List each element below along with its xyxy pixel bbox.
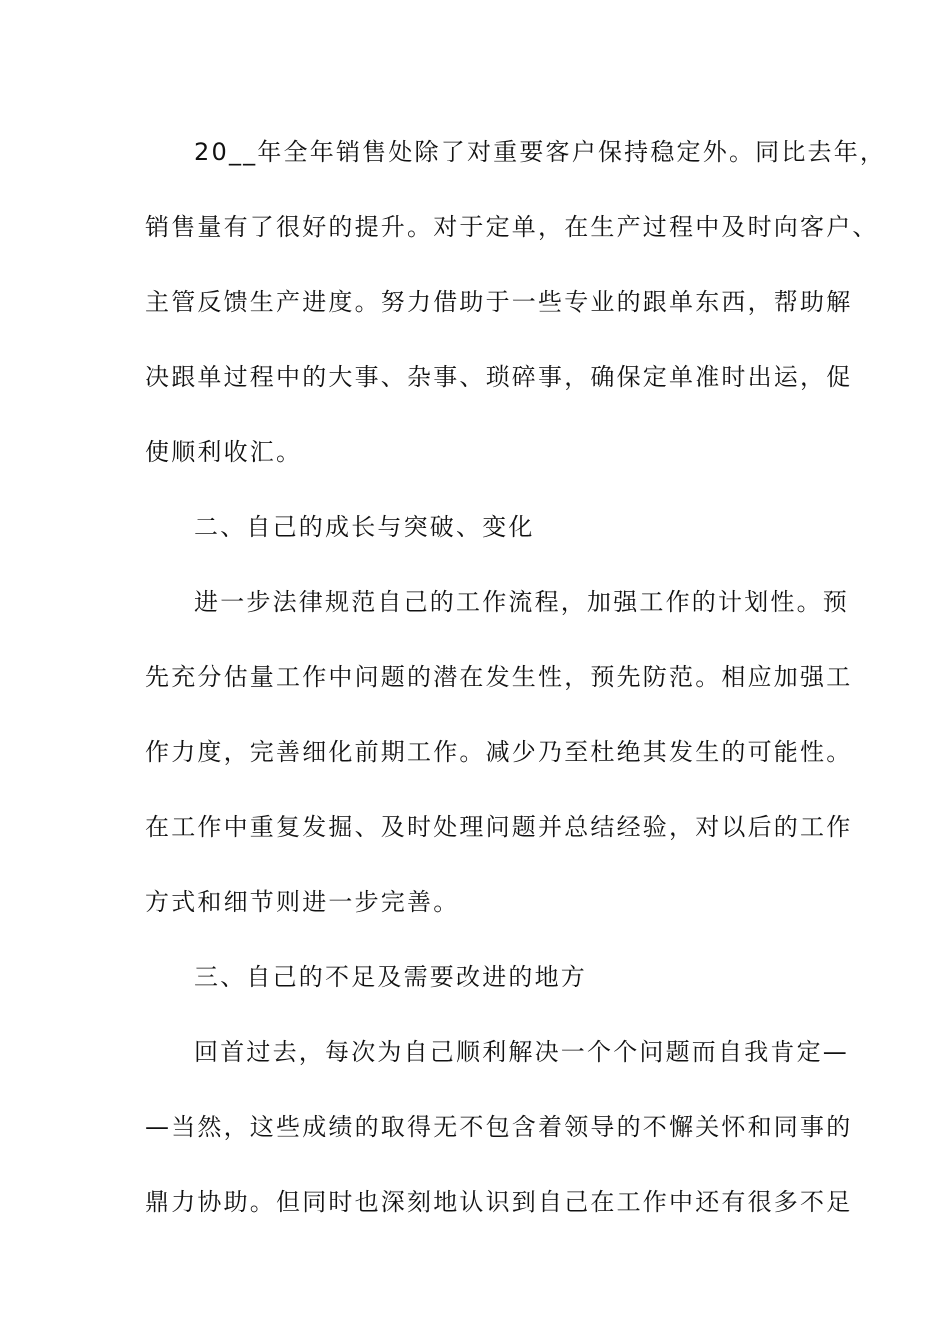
paragraph-line: 销售量有了很好的提升。对于定单，在生产过程中及时向客户、	[145, 213, 879, 241]
paragraph-line: —当然，这些成绩的取得无不包含着领导的不懈关怀和同事的	[145, 1113, 853, 1141]
paragraph-line: 回首过去，每次为自己顺利解决一个个问题而自我肯定—	[194, 1038, 849, 1066]
paragraph-line: 决跟单过程中的大事、杂事、琐碎事，确保定单准时出运，促	[145, 363, 853, 391]
paragraph-line: 在工作中重复发掘、及时处理问题并总结经验，对以后的工作	[145, 813, 853, 841]
section-heading: 二、自己的成长与突破、变化	[194, 513, 535, 541]
paragraph-line: 先充分估量工作中问题的潜在发生性，预先防范。相应加强工	[145, 663, 853, 691]
paragraph-line: 方式和细节则进一步完善。	[145, 888, 460, 916]
paragraph-line: 主管反馈生产进度。努力借助于一些专业的跟单东西，帮助解	[145, 288, 853, 316]
paragraph-line: 进一步法律规范自己的工作流程，加强工作的计划性。预	[194, 588, 849, 616]
paragraph-line: 使顺利收汇。	[145, 438, 303, 466]
section-heading: 三、自己的不足及需要改进的地方	[194, 963, 587, 991]
paragraph-line: 鼎力协助。但同时也深刻地认识到自己在工作中还有很多不足	[145, 1188, 853, 1216]
paragraph-line: 20__年全年销售处除了对重要客户保持稳定外。同比去年，	[194, 138, 887, 166]
paragraph-line: 作力度，完善细化前期工作。减少乃至杜绝其发生的可能性。	[145, 738, 853, 766]
